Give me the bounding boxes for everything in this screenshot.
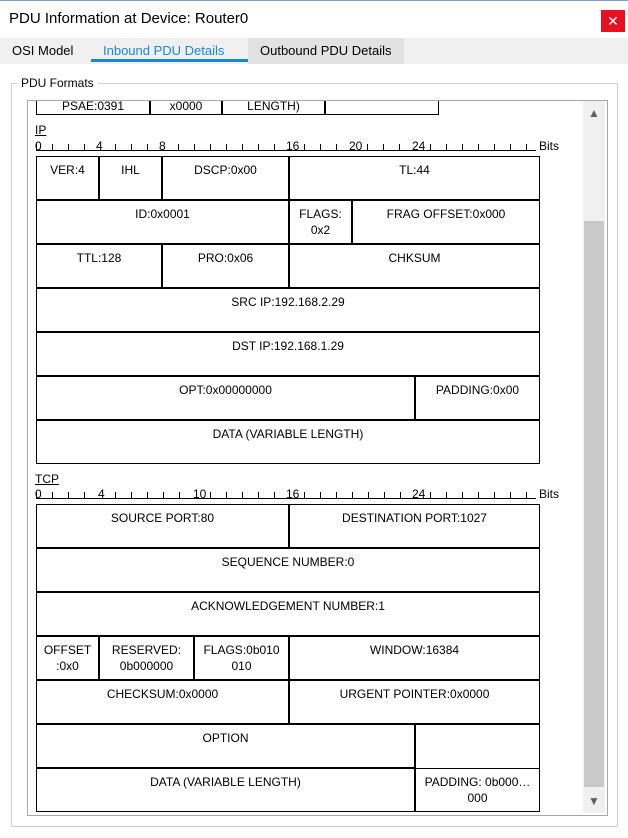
tcp-padding: PADDING: 0b000… 000	[415, 768, 540, 812]
tcp-tick	[526, 492, 527, 498]
ip-ver: VER:4	[36, 156, 99, 200]
active-tab-indicator	[91, 59, 248, 62]
ip-tick	[462, 144, 463, 150]
ip-opt: OPT:0x00000000	[36, 376, 415, 420]
ip-flags: FLAGS: 0x2	[289, 200, 352, 244]
tcp-tick	[478, 492, 479, 498]
tcp-tick	[510, 492, 511, 498]
ip-ruler-num: 0	[35, 139, 42, 153]
ip-tick	[367, 144, 368, 150]
ip-tick	[430, 144, 431, 150]
tcp-tick	[494, 492, 495, 498]
tcp-urgent-pointer: URGENT POINTER:0x0000	[289, 680, 540, 724]
ip-tick	[399, 144, 400, 150]
ip-dst: DST IP:192.168.1.29	[36, 332, 540, 376]
ip-ruler-num: 16	[286, 139, 300, 153]
ip-tick	[304, 144, 305, 150]
pdu-formats-title: PDU Formats	[17, 76, 98, 90]
tcp-flags: FLAGS:0b010 010	[194, 636, 289, 680]
ip-id: ID:0x0001	[36, 200, 289, 244]
tab-outbound-pdu-details[interactable]: Outbound PDU Details	[248, 38, 404, 64]
ip-tick	[320, 144, 321, 150]
tcp-section-label: TCP	[35, 472, 59, 486]
tcp-tick	[84, 492, 85, 498]
ip-tick	[526, 144, 527, 150]
tcp-tick	[226, 492, 227, 498]
tcp-tick	[304, 492, 305, 498]
ip-tick	[84, 144, 85, 150]
ip-tl: TL:44	[289, 156, 540, 200]
tcp-tick	[68, 492, 69, 498]
ip-tick	[274, 144, 275, 150]
tcp-checksum: CHECKSUM:0x0000	[36, 680, 289, 724]
ip-tick	[131, 144, 132, 150]
tcp-tick	[131, 492, 132, 498]
tcp-data: DATA (VARIABLE LENGTH)	[36, 768, 415, 812]
tcp-tick	[147, 492, 148, 498]
ip-tick	[336, 144, 337, 150]
ip-tick	[242, 144, 243, 150]
tab-inbound-pdu-details[interactable]: Inbound PDU Details	[103, 43, 225, 58]
ip-tick	[115, 144, 116, 150]
ip-tick	[446, 144, 447, 150]
ip-data: DATA (VARIABLE LENGTH)	[36, 420, 540, 464]
vertical-scrollbar[interactable]	[583, 101, 605, 813]
tab-osi-model[interactable]: OSI Model	[12, 43, 74, 58]
tcp-ack-number: ACKNOWLEDGEMENT NUMBER:1	[36, 592, 540, 636]
ip-tick	[478, 144, 479, 150]
ip-tick	[178, 144, 179, 150]
ip-checksum: CHKSUM	[289, 244, 540, 288]
ip-tick	[258, 144, 259, 150]
ip-ruler-num: 20	[349, 139, 363, 153]
tcp-ruler-num: 16	[286, 487, 300, 501]
scroll-down-arrow[interactable]: ▼	[588, 794, 600, 808]
ip-tick	[210, 144, 211, 150]
ip-tick	[194, 144, 195, 150]
ip-src: SRC IP:192.168.2.29	[36, 288, 540, 332]
tcp-tick	[368, 492, 369, 498]
tcp-tick	[210, 492, 211, 498]
ip-tick	[147, 144, 148, 150]
close-icon: ✕	[607, 13, 619, 29]
ip-padding: PADDING:0x00	[415, 376, 540, 420]
tcp-ruler-num: 0	[35, 487, 42, 501]
scroll-thumb[interactable]	[584, 221, 604, 787]
tcp-tick	[242, 492, 243, 498]
partial-cell-2: x0000	[150, 100, 222, 115]
window-title: PDU Information at Device: Router0	[9, 10, 249, 27]
tcp-option-padding	[415, 724, 540, 768]
ip-frag-offset: FRAG OFFSET:0x000	[352, 200, 540, 244]
ip-tick	[383, 144, 384, 150]
tcp-ruler-num: 4	[98, 487, 105, 501]
ip-protocol: PRO:0x06	[162, 244, 289, 288]
ip-tick	[494, 144, 495, 150]
tcp-tick	[446, 492, 447, 498]
tcp-source-port: SOURCE PORT:80	[36, 504, 289, 548]
tcp-ruler-num: 24	[412, 487, 426, 501]
ip-dscp: DSCP:0x00	[162, 156, 289, 200]
tcp-ruler-num: 10	[193, 487, 207, 501]
ip-ruler-num: 4	[96, 139, 103, 153]
tcp-window: WINDOW:16384	[289, 636, 540, 680]
partial-cell-1: PSAE:0391	[36, 100, 150, 115]
close-button[interactable]	[601, 10, 625, 32]
tcp-reserved: RESERVED: 0b000000	[99, 636, 194, 680]
ip-tick	[226, 144, 227, 150]
ip-bits-label: Bits	[539, 139, 560, 153]
tcp-offset: OFFSET :0x0	[36, 636, 99, 680]
tcp-destination-port: DESTINATION PORT:1027	[289, 504, 540, 548]
tcp-tick	[384, 492, 385, 498]
tcp-sequence-number: SEQUENCE NUMBER:0	[36, 548, 540, 592]
scroll-up-arrow[interactable]: ▲	[588, 106, 600, 120]
tcp-tick	[336, 492, 337, 498]
partial-cell-4	[325, 100, 439, 115]
ip-tick	[510, 144, 511, 150]
tcp-tick	[430, 492, 431, 498]
tcp-tick	[320, 492, 321, 498]
tcp-tick	[258, 492, 259, 498]
tcp-tick	[274, 492, 275, 498]
ip-ttl: TTL:128	[36, 244, 162, 288]
ip-ihl: IHL	[99, 156, 162, 200]
ip-tick	[52, 144, 53, 150]
ip-section-label: IP	[35, 123, 47, 137]
tcp-option: OPTION	[36, 724, 415, 768]
tcp-tick	[400, 492, 401, 498]
ip-ruler-num: 24	[412, 139, 426, 153]
tcp-tick	[163, 492, 164, 498]
tcp-tick	[52, 492, 53, 498]
tcp-tick	[462, 492, 463, 498]
tcp-tick	[115, 492, 116, 498]
ip-ruler-num: 8	[159, 139, 166, 153]
tcp-bits-label: Bits	[539, 487, 560, 501]
tcp-tick	[179, 492, 180, 498]
partial-cell-3: LENGTH)	[222, 100, 325, 115]
title-bar	[0, 0, 628, 39]
tcp-tick	[352, 492, 353, 498]
pdu-scroll-area[interactable]	[27, 100, 608, 816]
ip-tick	[68, 144, 69, 150]
